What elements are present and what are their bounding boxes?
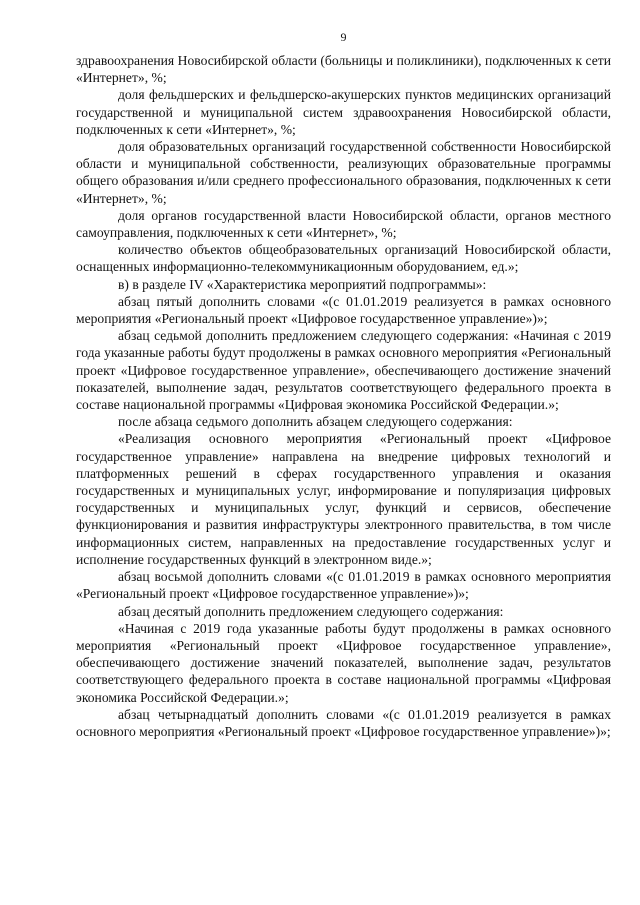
paragraph: абзац пятый дополнить словами «(с 01.01.2019 реализуется в рамках основного мероприятия «Региональный проект «Цифровое государственное управление»)»; xyxy=(76,293,611,327)
paragraph: в) в разделе IV «Характеристика мероприятий подпрограммы»: xyxy=(118,276,487,292)
paragraph: здравоохранения Новосибирской области (больницы и поликлиники), подключенных к сети «Интернет», %; xyxy=(76,53,611,86)
paragraph: после абзаца седьмого дополнить абзацем следующего содержания: xyxy=(118,414,513,430)
paragraph: доля образовательных организаций государственной собственности Новосибирской области и муниципальной собственности, реализующих образовательные программы общего образования и/или среднего профессионального образования, подключенных к сети «Интернет», %; xyxy=(76,139,611,206)
paragraph: абзац десятый дополнить предложением следующего содержания: xyxy=(118,603,504,619)
paragraph: количество объектов общеобразовательных организаций Новосибирской области, оснащенных информационно-телекоммуникационным оборудованием, ед.»; xyxy=(76,242,611,275)
paragraph: доля органов государственной власти Новосибирской области, органов местного самоуправления, подключенных к сети «Интернет», %; xyxy=(76,207,611,241)
document-page xyxy=(76,30,611,740)
paragraph: абзац четырнадцатый дополнить словами «(с 01.01.2019 реализуется в рамках основного мероприятия «Региональный проект «Цифровое государственное управление»)»; xyxy=(76,706,611,739)
paragraph: абзац восьмой дополнить словами «(с 01.01.2019 в рамках основного мероприятия «Региональный проект «Цифровое государственное управление»)»; xyxy=(76,569,611,602)
paragraph: абзац седьмой дополнить предложением следующего содержания: «Начиная с 2019 года указанные работы будут продолжены в рамках основного мероприятия «Региональный проект «Цифровое государственное управление», обеспечивающего достижение значений показателей, выполнение задач, результатов соответствующего федерального проекта в составе национальной программы «Цифровая экономика Российской Федерации.»; xyxy=(76,328,611,413)
paragraph: «Реализация основного мероприятия «Региональный проект «Цифровое государственное управление» направлена на внедрение цифровых технологий и платформенных решений в сферах государственного управления и оказания государственных и муниципальных услуг, информирование и популяризация цифровых государственных и муниципальных услуг, функций и сервисов, обеспечение функционирования и развития инфраструктуры электронного правительства, в том числе информационных систем, направленных на предоставление государственных услуг и исполнение государственных функций в электронном виде.»; xyxy=(76,431,611,567)
page-number: 9 xyxy=(340,30,347,44)
paragraph: «Начиная с 2019 года указанные работы будут продолжены в рамках основного мероприятия «Региональный проект «Цифровое государственное управление», обеспечивающего достижение значений показателей, выполнение задач, результатов соответствующего федерального проекта в составе национальной программы «Цифровая экономика Российской Федерации.»; xyxy=(76,620,611,705)
paragraph: доля фельдшерских и фельдшерско-акушерских пунктов медицинских организаций государственной и муниципальной систем здравоохранения Новосибирской области, подключенных к сети «Интернет», %; xyxy=(76,87,611,137)
